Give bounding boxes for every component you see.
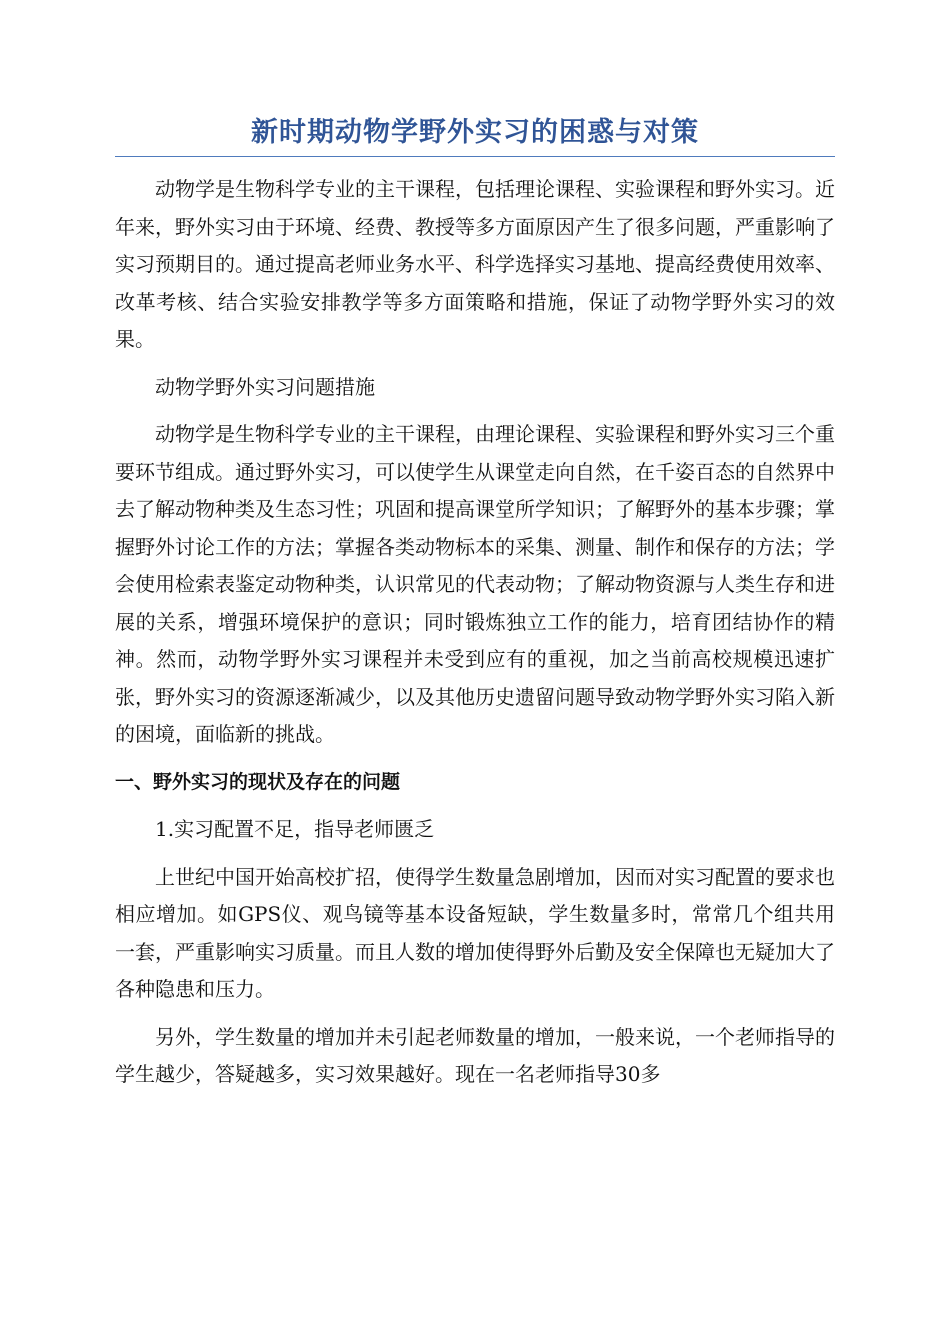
keywords-paragraph: 动物学野外实习问题措施 [155, 374, 375, 399]
document-title: 新时期动物学野外实习的困惑与对策 [251, 117, 699, 148]
section-heading: 一、野外实习的现状及存在的问题 [115, 770, 401, 793]
body-paragraph: 另外，学生数量的增加并未引起老师数量的增加，一般来说，一个老师指导的学生越少，答疑越多，实习效果越好。现在一名老师指导30多 [115, 1024, 835, 1086]
subsection-heading: 1.实习配置不足，指导老师匮乏 [155, 817, 435, 841]
intro-paragraph: 动物学是生物科学专业的主干课程，由理论课程、实验课程和野外实习三个重要环节组成。通过野外实习，可以使学生从课堂走向自然，在千姿百态的自然界中去了解动物种类及生态习性；巩固和提高课堂所学知识；了解野外的基本步骤；掌握野外讨论工作的方法；掌握各类动物标本的采集、测量、制作和保存的方法；学会使用检索表鉴定动物种类，认识常见的代表动物；了解动物资源与人类生存和进展的关系，增强环境保护的意识；同时锻炼独立工作的能力，培育团结协作的精神。然而，动物学野外实习课程并未受到应有的重视，加之当前高校规模迅速扩张，野外实习的资源逐渐减少，以及其他历史遗留问题导致动物学野外实习陷入新的困境，面临新的挑战。 [115, 422, 835, 746]
title-underline [115, 156, 835, 157]
abstract-paragraph: 动物学是生物科学专业的主干课程，包括理论课程、实验课程和野外实习。近年来，野外实习由于环境、经费、教授等多方面原因产生了很多问题，严重影响了实习预期目的。通过提高老师业务水平、科学选择实习基地、提高经费使用效率、改革考核、结合实验安排教学等多方面策略和措施，保证了动物学野外实习的效果。 [115, 177, 835, 351]
body-paragraph: 上世纪中国开始高校扩招，使得学生数量急剧增加，因而对实习配置的要求也相应增加。如GPS仪、观鸟镜等基本设备短缺，学生数量多时，常常几个组共用一套，严重影响实习质量。而且人数的增加使得野外后勤及安全保障也无疑加大了各种隐患和压力。 [115, 864, 835, 1001]
document-page [115, 110, 835, 1094]
